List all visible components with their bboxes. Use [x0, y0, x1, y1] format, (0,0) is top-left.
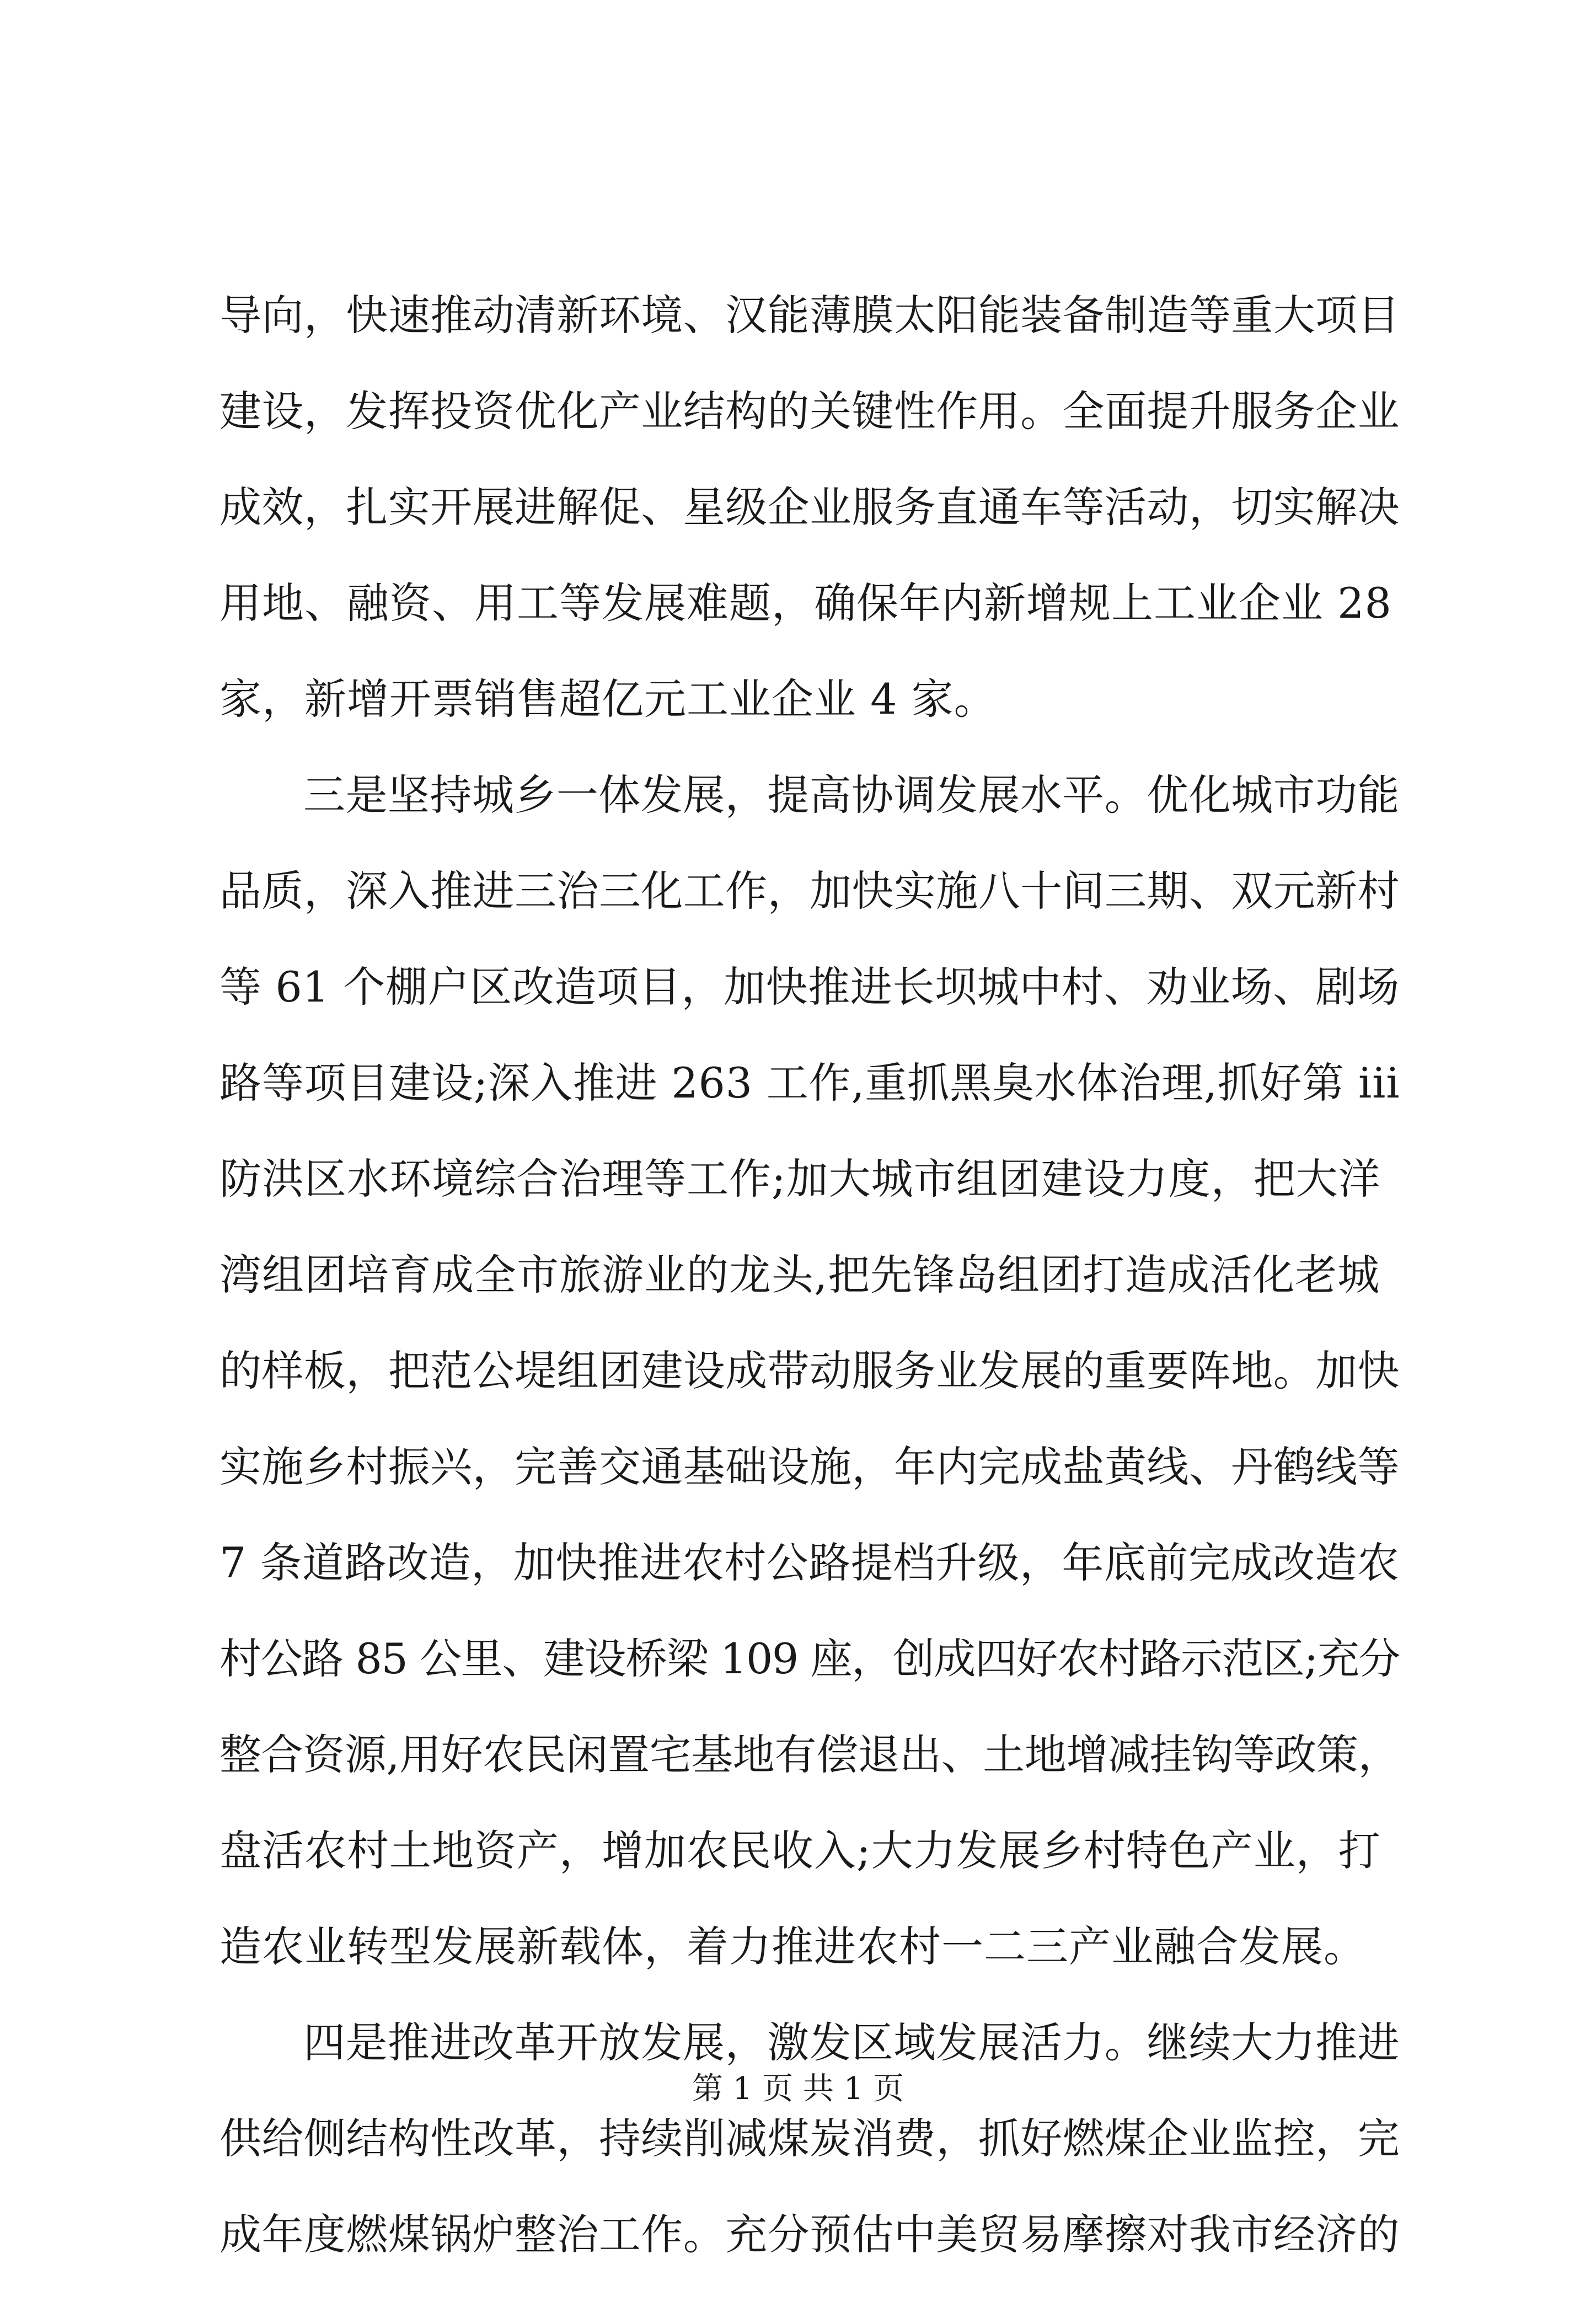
document-body	[219, 287, 1400, 2302]
text-line: 家，新增开票销售超亿元工业企业 4 家。	[219, 674, 997, 724]
text-line: 品质，深入推进三治三化工作，加快实施八十间三期、双元新村	[219, 866, 1400, 916]
text-line: 盘活农村土地资产，增加农民收入;大力发展乡村特色产业，打	[219, 1826, 1381, 1875]
text-line: 实施乡村振兴，完善交通基础设施，年内完成盐黄线、丹鹤线等	[219, 1442, 1400, 1491]
text-line: 路等项目建设;深入推进 263 工作,重抓黑臭水体治理,抓好第 iii	[219, 1058, 1400, 1107]
text-line: 村公路 85 公里、建设桥梁 109 座，创成四好农村路示范区;充分	[219, 1634, 1400, 1683]
text-line: 湾组团培育成全市旅游业的龙头,把先锋岛组团打造成活化老城	[219, 1250, 1380, 1299]
text-line: 三是坚持城乡一体发展，提高协调发展水平。优化城市功能	[303, 770, 1400, 820]
page-footer: 第 1 页 共 1 页	[692, 2071, 904, 2107]
text-line: 建设，发挥投资优化产业结构的关键性作用。全面提升服务企业	[219, 387, 1400, 436]
text-line: 的样板，把范公堤组团建设成带动服务业发展的重要阵地。加快	[219, 1346, 1400, 1395]
text-line: 成年度燃煤锅炉整治工作。充分预估中美贸易摩擦对我市经济的	[219, 2210, 1400, 2259]
text-line: 用地、融资、用工等发展难题，确保年内新增规上工业企业 28	[219, 579, 1392, 628]
text-line: 防洪区水环境综合治理等工作;加大城市组团建设力度，把大洋	[219, 1154, 1381, 1203]
text-line: 造农业转型发展新载体，着力推进农村一二三产业融合发展。	[219, 1922, 1366, 1971]
text-line: 导向，快速推动清新环境、汉能薄膜太阳能装备制造等重大项目	[219, 291, 1400, 340]
text-line: 四是推进改革开放发展，激发区域发展活力。继续大力推进	[303, 2018, 1400, 2067]
text-line: 等 61 个棚户区改造项目，加快推进长坝城中村、劝业场、剧场	[219, 962, 1400, 1011]
text-line: 成效，扎实开展进解促、星级企业服务直通车等活动，切实解决	[219, 483, 1400, 532]
text-line: 7 条道路改造，加快推进农村公路提档升级，年底前完成改造农	[219, 1538, 1400, 1587]
text-line: 整合资源,用好农民闲置宅基地有偿退出、土地增减挂钩等政策，	[219, 1730, 1400, 1779]
text-line: 供给侧结构性改革，持续削减煤炭消费，抓好燃煤企业监控，完	[219, 2114, 1400, 2163]
